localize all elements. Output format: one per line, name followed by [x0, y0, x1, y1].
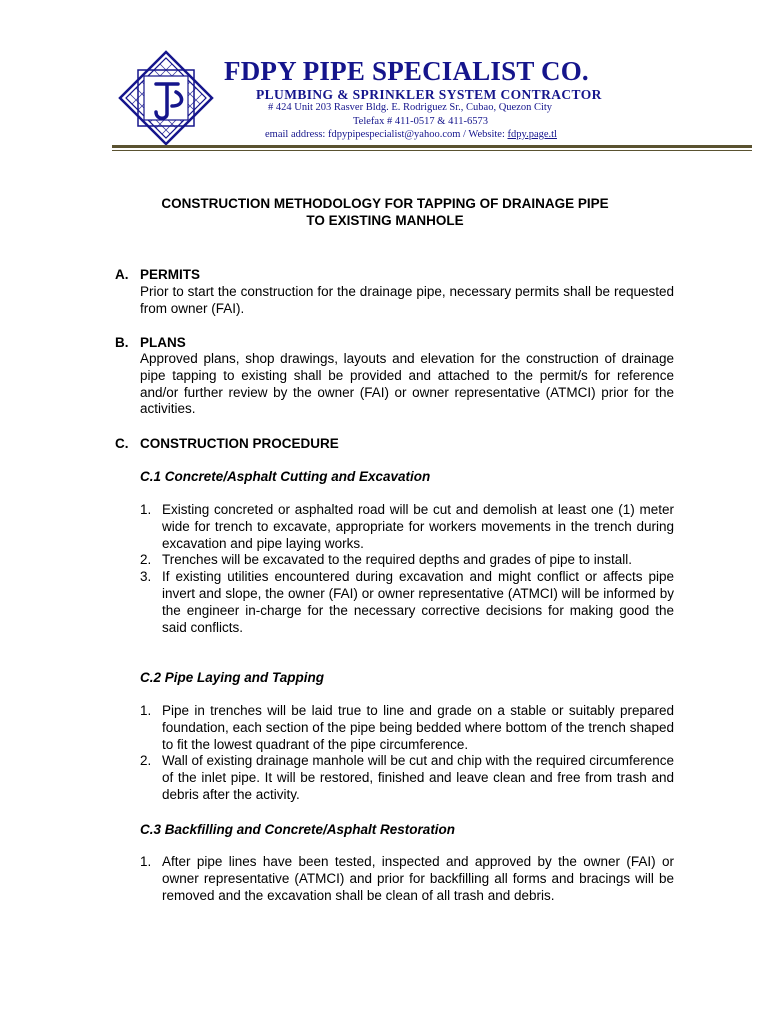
- section-a-heading: [115, 266, 200, 283]
- list-text: Trenches will be excavated to the required depths and grades of pipe to install.: [162, 552, 633, 568]
- title-line-2: TO EXISTING MANHOLE: [306, 213, 464, 228]
- list-number: 1.: [140, 703, 152, 718]
- section-b-body: Approved plans, shop drawings, layouts and elevation for the construction of drainage pipe tapping to existing shall be provided and attached to the permit/s for reference and/or further review by the owner (FAI) or owner representative (ATMCI) prior for the activities.: [140, 351, 674, 417]
- c1-heading: C.1 Concrete/Asphalt Cutting and Excavation: [140, 469, 431, 484]
- website-link[interactable]: fdpy.page.tl: [507, 129, 557, 140]
- list-text: Existing concreted or asphalted road will be cut and demolish at least one (1) meter wide for trench to excavate, appropriate for workers movements in the trench during excavation and pipe laying works.: [162, 502, 674, 551]
- list-text: Pipe in trenches will be laid true to line and grade on a stable or suitably prepared foundation, each section of the pipe being bedded where bottom of the trench shaped to fit the lowest quadrant of the pipe circumference.: [162, 703, 674, 752]
- section-a-letter: A.: [115, 267, 129, 282]
- company-telefax: Telefax # 411-0517 & 411-6573: [353, 116, 488, 127]
- company-address: # 424 Unit 203 Rasver Bldg. E. Rodriguez Sr., Cubao, Quezon City: [268, 102, 553, 113]
- list-text: Wall of existing drainage manhole will be cut and chip with the required circumference of the inlet pipe. It will be restored, finished and leave clean and free from trash and debris after the activity.: [162, 753, 675, 802]
- section-c-title: CONSTRUCTION PROCEDURE: [140, 436, 339, 451]
- company-contact-line: [265, 129, 557, 140]
- c3-list: [140, 854, 674, 904]
- title-line-1: CONSTRUCTION METHODOLOGY FOR TAPPING OF DRAINAGE PIPE: [161, 196, 609, 211]
- section-a-body: Prior to start the construction for the drainage pipe, necessary permits shall be requested from owner (FAI).: [140, 284, 674, 316]
- list-item: [140, 502, 674, 552]
- letterhead-divider-thick: [112, 145, 752, 148]
- section-b-title: PLANS: [140, 335, 186, 350]
- list-number: 2.: [140, 552, 152, 568]
- section-a-title: PERMITS: [140, 267, 201, 282]
- document-title: [110, 195, 660, 229]
- c1-list: [140, 502, 674, 636]
- section-b-letter: B.: [115, 335, 129, 350]
- section-b-heading: [115, 334, 186, 351]
- list-text: If existing utilities encountered during excavation and might conflict or affects pipe invert and slope, the owner (FAI) or owner representative (ATMCI) will be informed by the engineer in-charge for the necessary corrective decisions for making good the said conflicts.: [162, 569, 674, 635]
- list-number: 3.: [140, 569, 152, 585]
- section-c-letter: C.: [115, 436, 129, 451]
- list-number: 1.: [140, 502, 152, 517]
- list-item: [140, 703, 674, 753]
- list-item: [140, 569, 674, 636]
- c3-heading: C.3 Backfilling and Concrete/Asphalt Restoration: [140, 822, 456, 837]
- company-logo-icon: [116, 48, 216, 148]
- company-name: FDPY PIPE SPECIALIST CO.: [224, 56, 589, 86]
- email-text: email address: fdpypipespecialist@yahoo.com / Website:: [265, 129, 508, 140]
- c2-heading: C.2 Pipe Laying and Tapping: [140, 670, 325, 685]
- list-item: [140, 854, 674, 904]
- letterhead-divider-thin: [112, 150, 752, 151]
- company-tagline: PLUMBING & SPRINKLER SYSTEM CONTRACTOR: [256, 87, 602, 102]
- section-c-heading: [115, 435, 339, 452]
- list-item: [140, 552, 674, 569]
- list-number: 2.: [140, 753, 152, 769]
- list-number: 1.: [140, 854, 152, 869]
- list-text: After pipe lines have been tested, inspected and approved by the owner (FAI) or owner representative (ATMCI) and prior for backfilling all forms and bracings will be removed and the excavation shall be clean of all trash and debris.: [162, 854, 674, 903]
- c2-list: [140, 703, 674, 804]
- list-item: [140, 753, 674, 803]
